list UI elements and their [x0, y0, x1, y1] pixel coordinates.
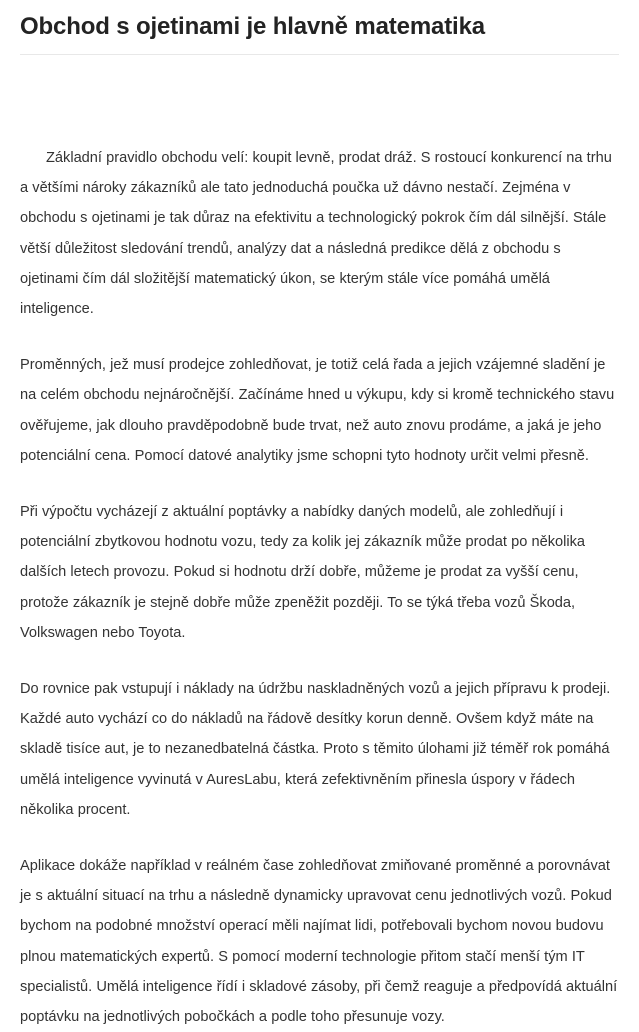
article-paragraph: Proměnných, jež musí prodejce zohledňovat, je totiž celá řada a jejich vzájemné sladění je na celém obchodu nejnáročnější. Začínáme hned u výkupu, kdy si kromě technického stavu ověřujeme, jak dlouho pravděpodobně bude trvat, než auto znovu prodáme, a jaká je jeho potenciální cena. Pomocí datové analytiky jsme schopni tyto hodnoty určit velmi přesně.	[20, 357, 615, 464]
article-body	[20, 55, 619, 1032]
page-title: Obchod s ojetinami je hlavně matematika	[20, 13, 485, 40]
article-paragraph: Do rovnice pak vstupují i náklady na údržbu naskladněných vozů a jejich přípravu k prodeji. Každé auto vychází co do nákladů na řádově desítky korun denně. Ovšem když máte na skladě tisíce aut, je to nezanedbatelná částka. Proto s těmito úlohami již téměř rok pomáhá umělá inteligence vyvinutá v AuresLabu, která zefektivněním přinesla úspory v řádech několika procent.	[20, 681, 611, 818]
article-paragraph: Základní pravidlo obchodu velí: koupit levně, prodat dráž. S rostoucí konkurencí na trhu a většími nároky zákazníků ale tato jednoduchá poučka už dávno nestačí. Zejména v obchodu s ojetinami je tak důraz na efektivitu a technologický pokrok čím dál silnější. Stále větší důležitost sledování trendů, analýzy dat a následná predikce dělá z obchodu s ojetinami čím dál složitější matematický úkon, se kterým stále více pomáhá umělá inteligence.	[20, 150, 612, 318]
article-paragraph: Aplikace dokáže například v reálném čase zohledňovat zmiňované proměnné a porovnávat je s aktuální situací na trhu a následně dynamicky upravovat cenu jednotlivých vozů. Pokud bychom na podobné množství operací měli najímat lidi, potřebovali bychom novou budovu plnou matematických expertů. S pomocí moderní technologie přitom stačí menší tým IT specialistů. Umělá inteligence řídí i skladové zásoby, při čemž reaguje a předpovídá aktuální poptávku na jednotlivých pobočkách a podle toho přesunuje vozy.	[20, 858, 618, 1026]
article-paragraph: Při výpočtu vycházejí z aktuální poptávky a nabídky daných modelů, ale zohledňují i potenciální zbytkovou hodnotu vozu, tedy za kolik jej zákazník může prodat po několika dalších letech provozu. Pokud si hodnotu drží dobře, můžeme je prodat za vyšší cenu, protože zákazník je stejně dobře může zpeněžit později. To se týká třeba vozů Škoda, Volkswagen nebo Toyota.	[20, 504, 586, 641]
